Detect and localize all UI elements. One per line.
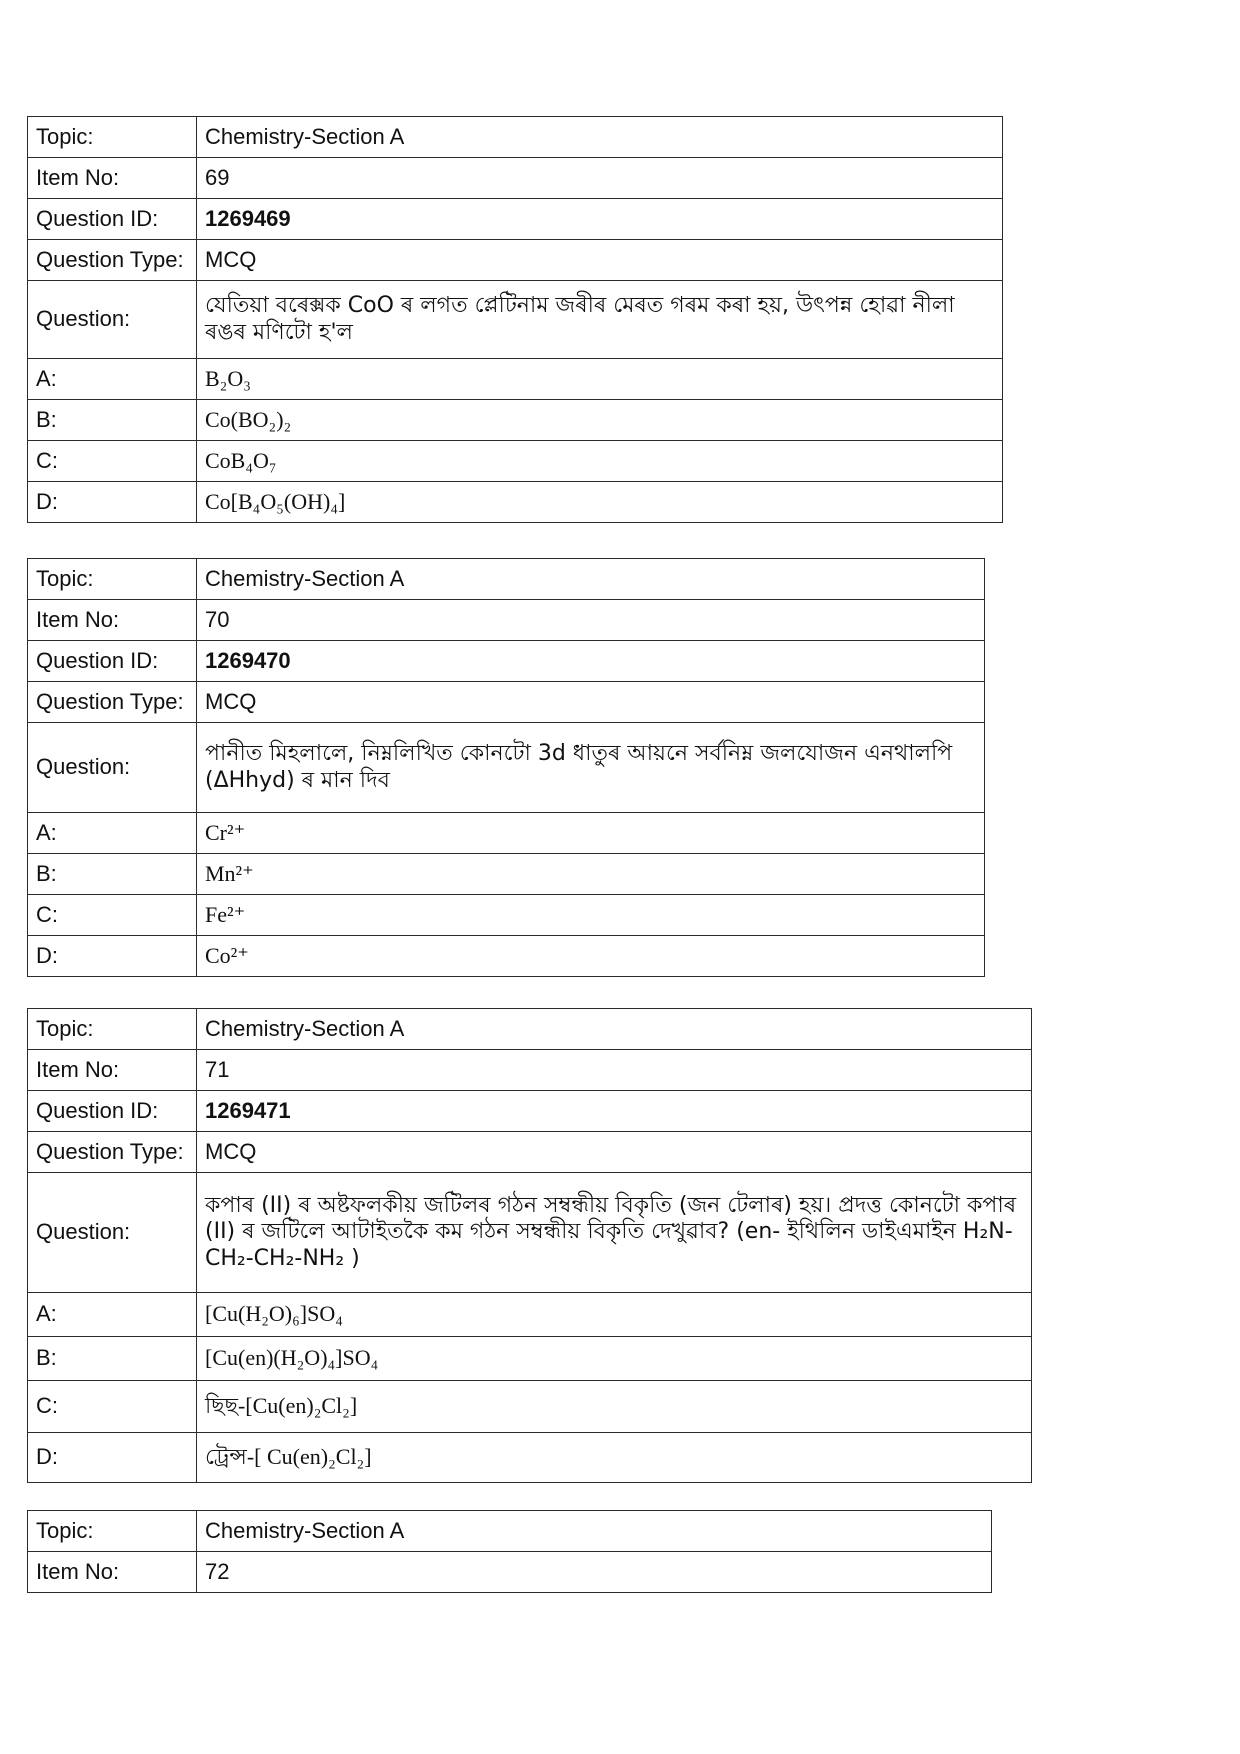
question-table-71	[27, 1008, 1032, 1483]
question-id-row	[28, 641, 985, 682]
option-row-a	[28, 359, 1003, 400]
topic-label: Topic:	[28, 1009, 197, 1050]
option-row-c	[28, 895, 985, 936]
topic-label: Topic:	[28, 1511, 197, 1552]
option-text-d: ট্ৰেন্স-[ Cu(en)₂Cl₂]	[197, 1433, 1032, 1483]
question-row	[28, 281, 1003, 359]
option-text-c: ছিছ-[Cu(en)₂Cl₂]	[197, 1381, 1032, 1433]
question-table-72	[27, 1510, 992, 1593]
question-table-69	[27, 116, 1003, 523]
item-no-row	[28, 158, 1003, 199]
option-row-a	[28, 813, 985, 854]
question-table-70	[27, 558, 985, 977]
option-row-b	[28, 1337, 1032, 1381]
item-no-row	[28, 1050, 1032, 1091]
topic-value: Chemistry-Section A	[197, 117, 1003, 158]
question-label: Question:	[28, 723, 197, 813]
option-row-d	[28, 482, 1003, 523]
question-label: Question:	[28, 281, 197, 359]
option-text-a: B₂O₃	[197, 359, 1003, 400]
question-id-label: Question ID:	[28, 199, 197, 240]
option-text-b: Mn²⁺	[197, 854, 985, 895]
option-text-b: Co(BO₂)₂	[197, 400, 1003, 441]
item-no-label: Item No:	[28, 600, 197, 641]
option-label-d: D:	[28, 936, 197, 977]
item-no-value: 69	[197, 158, 1003, 199]
question-text: পানীত মিহলালে, নিম্নলিখিত কোনটো 3d ধাতুৰ আয়নে সৰ্বনিম্ন জলযোজন এনথালপি (ΔHhyd) ৰ মান দিব	[197, 723, 985, 813]
question-type-value: MCQ	[197, 240, 1003, 281]
question-type-value: MCQ	[197, 1132, 1032, 1173]
question-id-label: Question ID:	[28, 641, 197, 682]
item-no-value: 71	[197, 1050, 1032, 1091]
item-no-label: Item No:	[28, 1050, 197, 1091]
item-no-label: Item No:	[28, 1552, 197, 1593]
option-label-d: D:	[28, 1433, 197, 1483]
option-row-c	[28, 441, 1003, 482]
topic-label: Topic:	[28, 117, 197, 158]
question-type-row	[28, 240, 1003, 281]
question-row	[28, 723, 985, 813]
option-text-b: [Cu(en)(H₂O)₄]SO₄	[197, 1337, 1032, 1381]
option-row-d	[28, 1433, 1032, 1483]
question-type-row	[28, 1132, 1032, 1173]
question-type-row	[28, 682, 985, 723]
option-text-c: Fe²⁺	[197, 895, 985, 936]
topic-row	[28, 1511, 992, 1552]
item-no-label: Item No:	[28, 158, 197, 199]
item-no-value: 72	[197, 1552, 992, 1593]
topic-label: Topic:	[28, 559, 197, 600]
question-type-label: Question Type:	[28, 682, 197, 723]
topic-row	[28, 117, 1003, 158]
topic-value: Chemistry-Section A	[197, 1511, 992, 1552]
question-text: কপাৰ (II) ৰ অষ্টফলকীয় জটিলৰ গঠন সম্বন্ধীয় বিকৃতি (জন টেলাৰ) হয়। প্ৰদত্ত কোনটো কপাৰ (II) ৰ জটিলে আটাইতকৈ কম গঠন সম্বন্ধীয় বিকৃতি দেখুৱাব? (en- ইথিলিন ডাইএমাইন H₂N-CH₂-CH₂-NH₂ )	[197, 1173, 1032, 1293]
option-label-a: A:	[28, 813, 197, 854]
option-label-a: A:	[28, 359, 197, 400]
question-id-value: 1269470	[197, 641, 985, 682]
question-label: Question:	[28, 1173, 197, 1293]
option-text-d: Co²⁺	[197, 936, 985, 977]
question-id-row	[28, 199, 1003, 240]
question-text: যেতিয়া বৰেক্সক CoO ৰ লগত প্লেটিনাম জৰীৰ মেৰত গৰম কৰা হয়, উৎপন্ন হোৱা নীলা ৰঙৰ মণিটো হ'ল	[197, 281, 1003, 359]
item-no-row	[28, 600, 985, 641]
option-text-c: CoB₄O₇	[197, 441, 1003, 482]
question-type-value: MCQ	[197, 682, 985, 723]
topic-value: Chemistry-Section A	[197, 559, 985, 600]
option-label-b: B:	[28, 854, 197, 895]
topic-value: Chemistry-Section A	[197, 1009, 1032, 1050]
question-id-row	[28, 1091, 1032, 1132]
option-text-d: Co[B₄O₅(OH)₄]	[197, 482, 1003, 523]
option-label-c: C:	[28, 895, 197, 936]
topic-row	[28, 1009, 1032, 1050]
question-type-label: Question Type:	[28, 240, 197, 281]
option-label-c: C:	[28, 1381, 197, 1433]
option-text-a: Cr²⁺	[197, 813, 985, 854]
question-id-value: 1269471	[197, 1091, 1032, 1132]
option-row-b	[28, 400, 1003, 441]
option-label-a: A:	[28, 1293, 197, 1337]
topic-row	[28, 559, 985, 600]
option-row-a	[28, 1293, 1032, 1337]
question-row	[28, 1173, 1032, 1293]
option-label-b: B:	[28, 1337, 197, 1381]
item-no-row	[28, 1552, 992, 1593]
question-id-value: 1269469	[197, 199, 1003, 240]
option-row-d	[28, 936, 985, 977]
option-text-a: [Cu(H₂O)₆]SO₄	[197, 1293, 1032, 1337]
question-id-label: Question ID:	[28, 1091, 197, 1132]
question-type-label: Question Type:	[28, 1132, 197, 1173]
option-row-c	[28, 1381, 1032, 1433]
option-label-c: C:	[28, 441, 197, 482]
option-row-b	[28, 854, 985, 895]
item-no-value: 70	[197, 600, 985, 641]
option-label-d: D:	[28, 482, 197, 523]
option-label-b: B:	[28, 400, 197, 441]
